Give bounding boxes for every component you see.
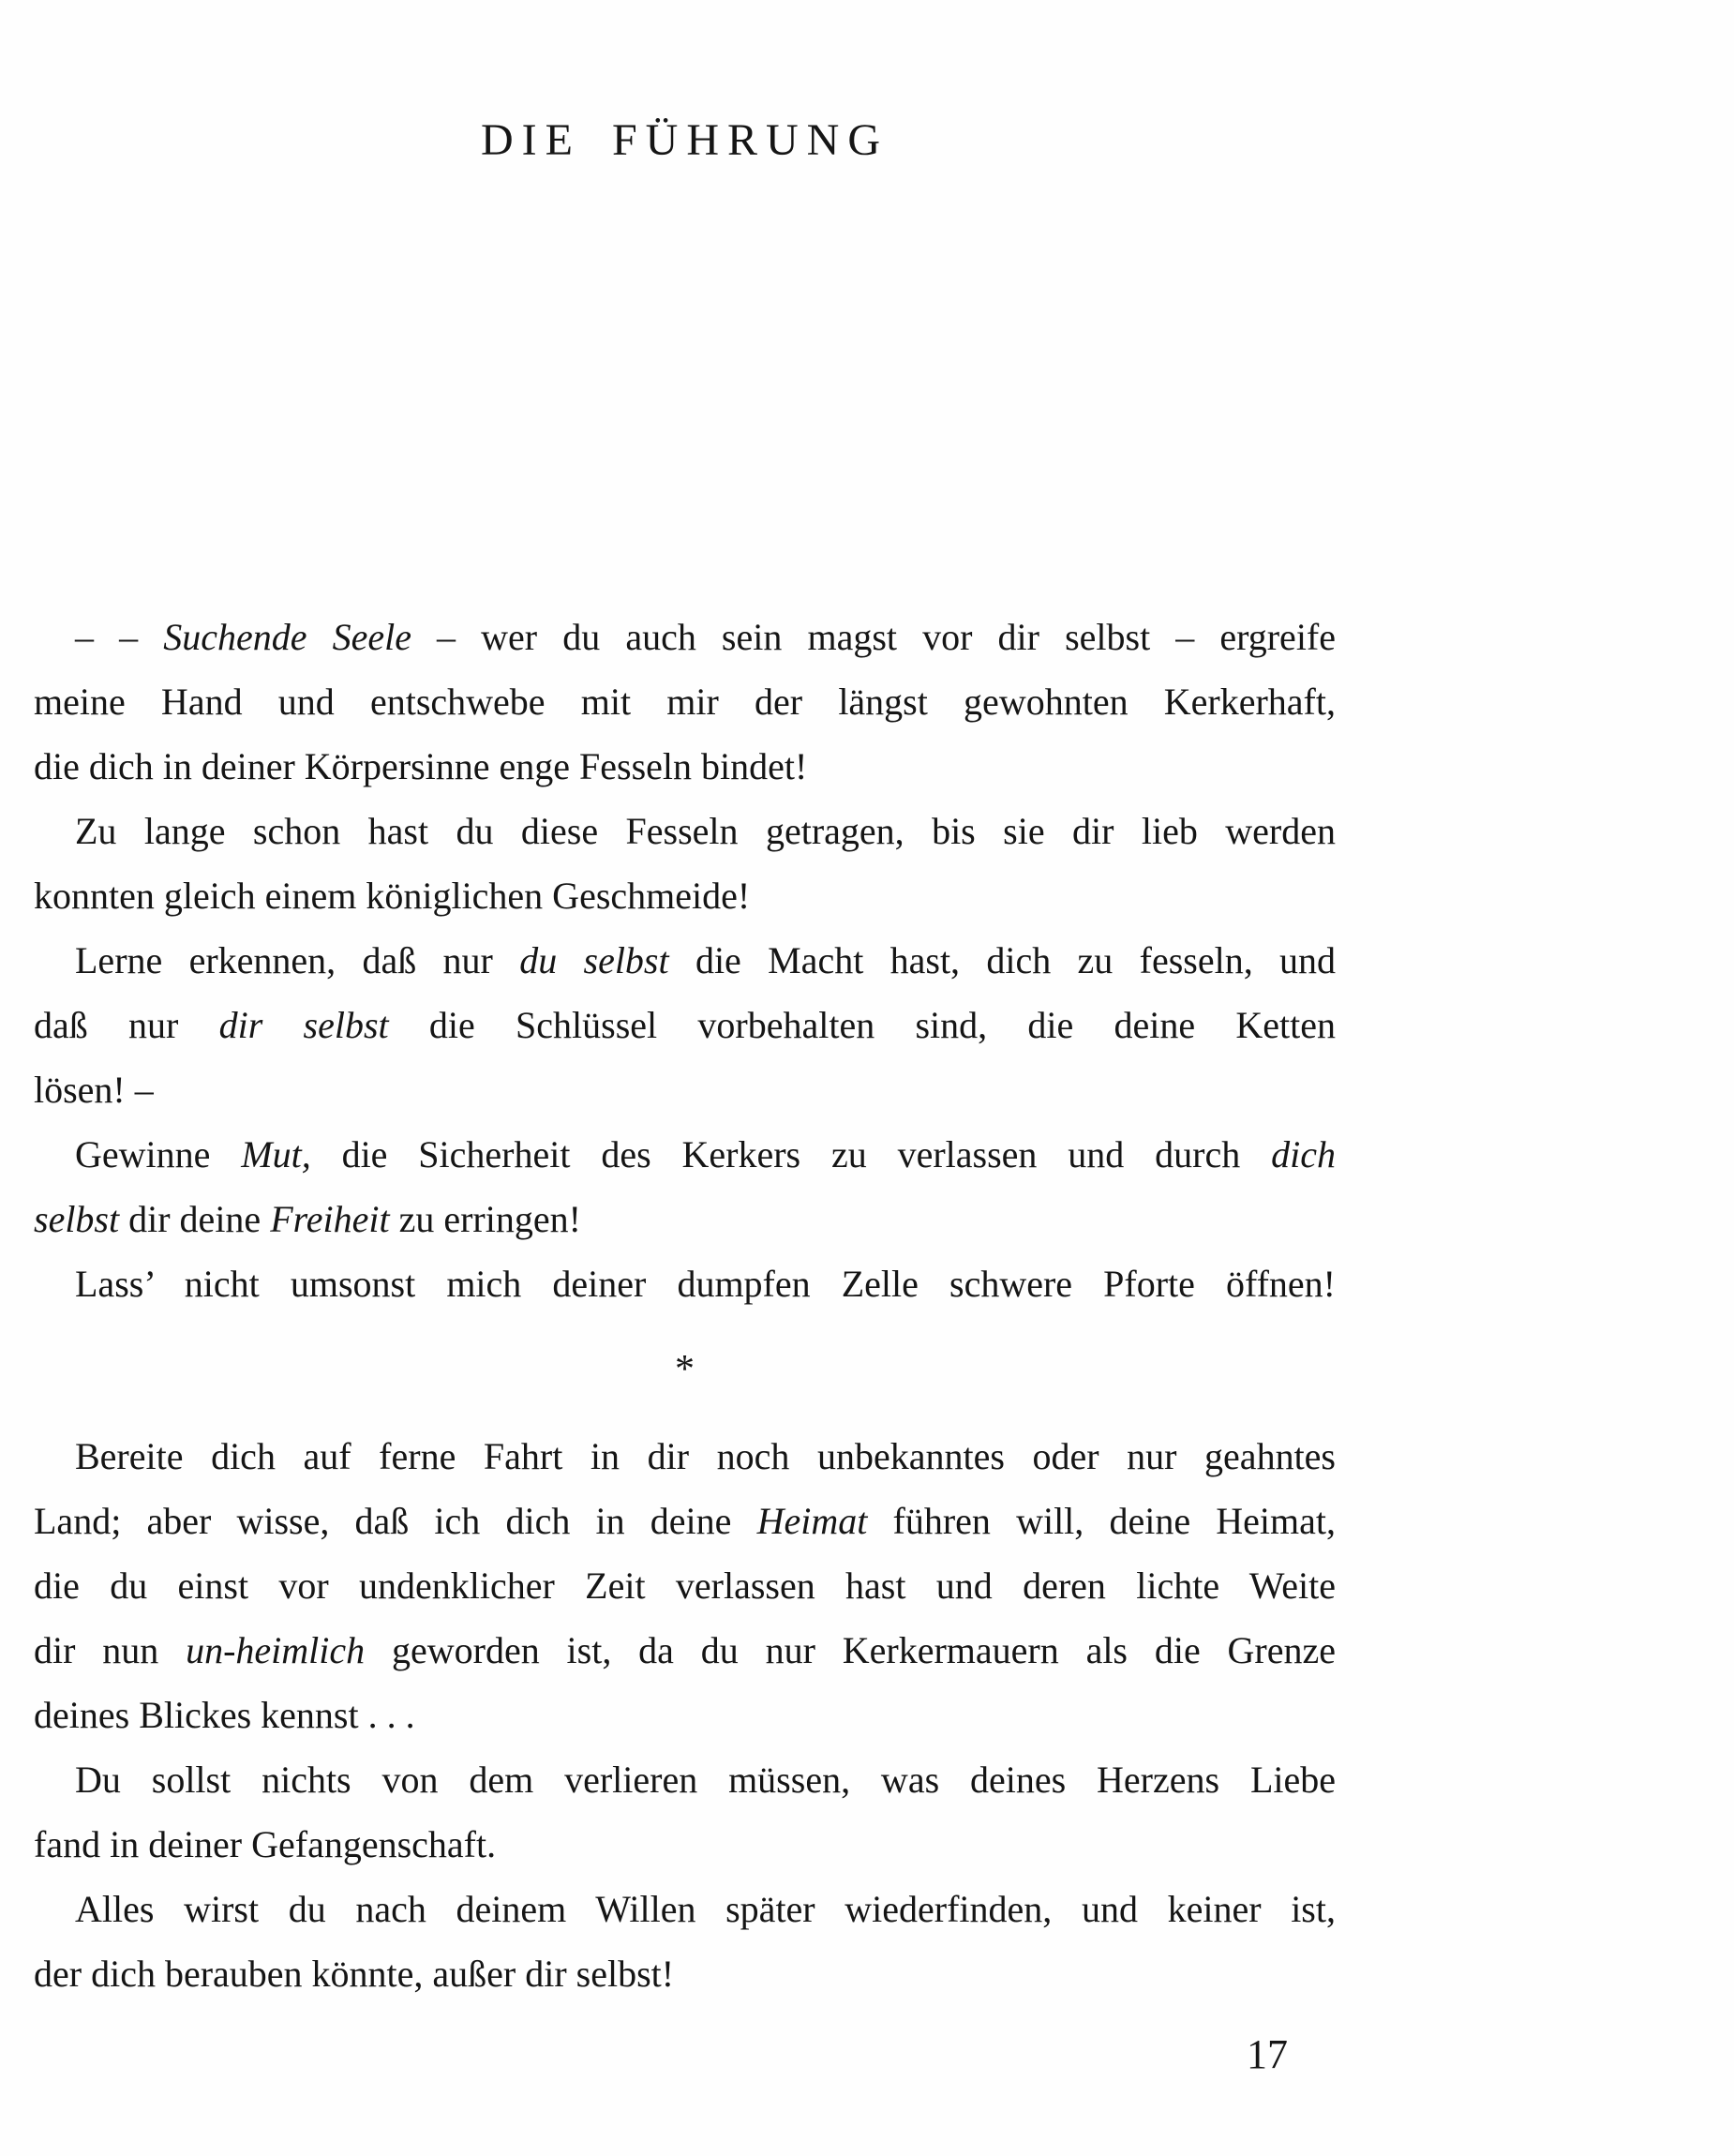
text-segment: der dich berauben könnte, außer dir selbst! — [34, 1953, 675, 1995]
text-line — [34, 1122, 1336, 1187]
text-segment: Lass’ nicht umsonst mich deiner dumpfen Zelle schwere Pforte öffnen! — [75, 1263, 1336, 1305]
italic-text: du selbst — [519, 939, 669, 981]
paragraph — [34, 928, 1336, 1122]
text-segment: – wer du auch sein magst vor dir selbst – ergreife — [411, 616, 1336, 658]
text-segment: zu erringen! — [389, 1198, 581, 1240]
text-segment: die Sicherheit des Kerkers zu verlassen und durch — [310, 1133, 1272, 1175]
text-segment: meine Hand und entschwebe mit mir der längst gewohnten Kerkerhaft, — [34, 681, 1336, 723]
body-text — [34, 605, 1336, 2006]
text-segment: Alles wirst du nach deinem Willen später wiederfinden, und keiner ist, — [75, 1888, 1336, 1930]
page-title: DIE FÜHRUNG — [481, 115, 889, 165]
paragraph — [34, 1424, 1336, 1747]
text-segment: konnten gleich einem königlichen Geschmeide! — [34, 875, 751, 917]
text-line — [34, 799, 1336, 863]
text-line — [34, 1683, 1336, 1747]
page-number: 17 — [1247, 2031, 1288, 2077]
text-segment: Land; aber wisse, daß ich dich in deine — [34, 1500, 757, 1542]
text-line — [34, 605, 1336, 669]
paragraph — [34, 1747, 1336, 1877]
text-segment: Zu lange schon hast du diese Fesseln getragen, bis sie dir lieb werden — [75, 810, 1336, 852]
section-separator: * — [675, 1348, 695, 1391]
text-line — [34, 863, 1336, 928]
text-segment: die du einst vor undenklicher Zeit verlassen hast und deren lichte Weite — [34, 1565, 1336, 1607]
text-line — [34, 1489, 1336, 1553]
text-line — [34, 1187, 1336, 1251]
text-segment: die dich in deiner Körpersinne enge Fesseln bindet! — [34, 745, 808, 787]
paragraph — [34, 1122, 1336, 1251]
text-line — [34, 1057, 1336, 1122]
text-segment: die Schlüssel vorbehalten sind, die deine Ketten — [388, 1004, 1337, 1046]
text-segment: daß nur — [34, 1004, 219, 1046]
text-segment: geworden ist, da du nur Kerkermauern als die Grenze — [365, 1629, 1337, 1671]
text-line — [34, 1618, 1336, 1683]
text-line — [34, 1424, 1336, 1489]
italic-text: Freiheit — [270, 1198, 390, 1240]
text-segment: führen will, deine Heimat, — [867, 1500, 1336, 1542]
text-segment: dir nun — [34, 1629, 187, 1671]
text-line — [34, 734, 1336, 799]
text-segment: fand in deiner Gefangenschaft. — [34, 1823, 497, 1865]
text-segment: Bereite dich auf ferne Fahrt in dir noch unbekanntes oder nur geahntes — [75, 1435, 1336, 1477]
text-segment: dir deine — [119, 1198, 271, 1240]
text-line — [34, 1877, 1336, 1941]
italic-text: dir selbst — [218, 1004, 389, 1046]
text-line — [34, 1812, 1336, 1877]
paragraph — [34, 1251, 1336, 1316]
text-segment: Lerne erkennen, daß nur — [75, 939, 520, 981]
text-line — [34, 1553, 1336, 1618]
text-line — [34, 993, 1336, 1057]
italic-text: selbst — [34, 1198, 120, 1240]
text-line — [34, 1941, 1336, 2006]
text-line — [34, 1747, 1336, 1812]
paragraph — [34, 1877, 1336, 2006]
text-segment: Gewinne — [75, 1133, 242, 1175]
text-segment: die Macht hast, dich zu fesseln, und — [668, 939, 1337, 981]
italic-text: Suchende Seele — [163, 616, 411, 658]
text-line — [34, 928, 1336, 993]
italic-text: Heimat — [756, 1500, 868, 1542]
paragraph — [34, 799, 1336, 928]
paragraph — [34, 605, 1336, 799]
text-line — [34, 1251, 1336, 1316]
italic-text: Mut, — [241, 1133, 311, 1175]
text-segment: – – — [75, 616, 164, 658]
text-line — [34, 669, 1336, 734]
italic-text: un-heimlich — [186, 1629, 366, 1671]
text-segment: Du sollst nichts von dem verlieren müssen, was deines Herzens Liebe — [75, 1759, 1336, 1801]
italic-text: dich — [1271, 1133, 1336, 1175]
text-segment: deines Blickes kennst . . . — [34, 1694, 415, 1736]
text-segment: lösen! – — [34, 1069, 154, 1111]
